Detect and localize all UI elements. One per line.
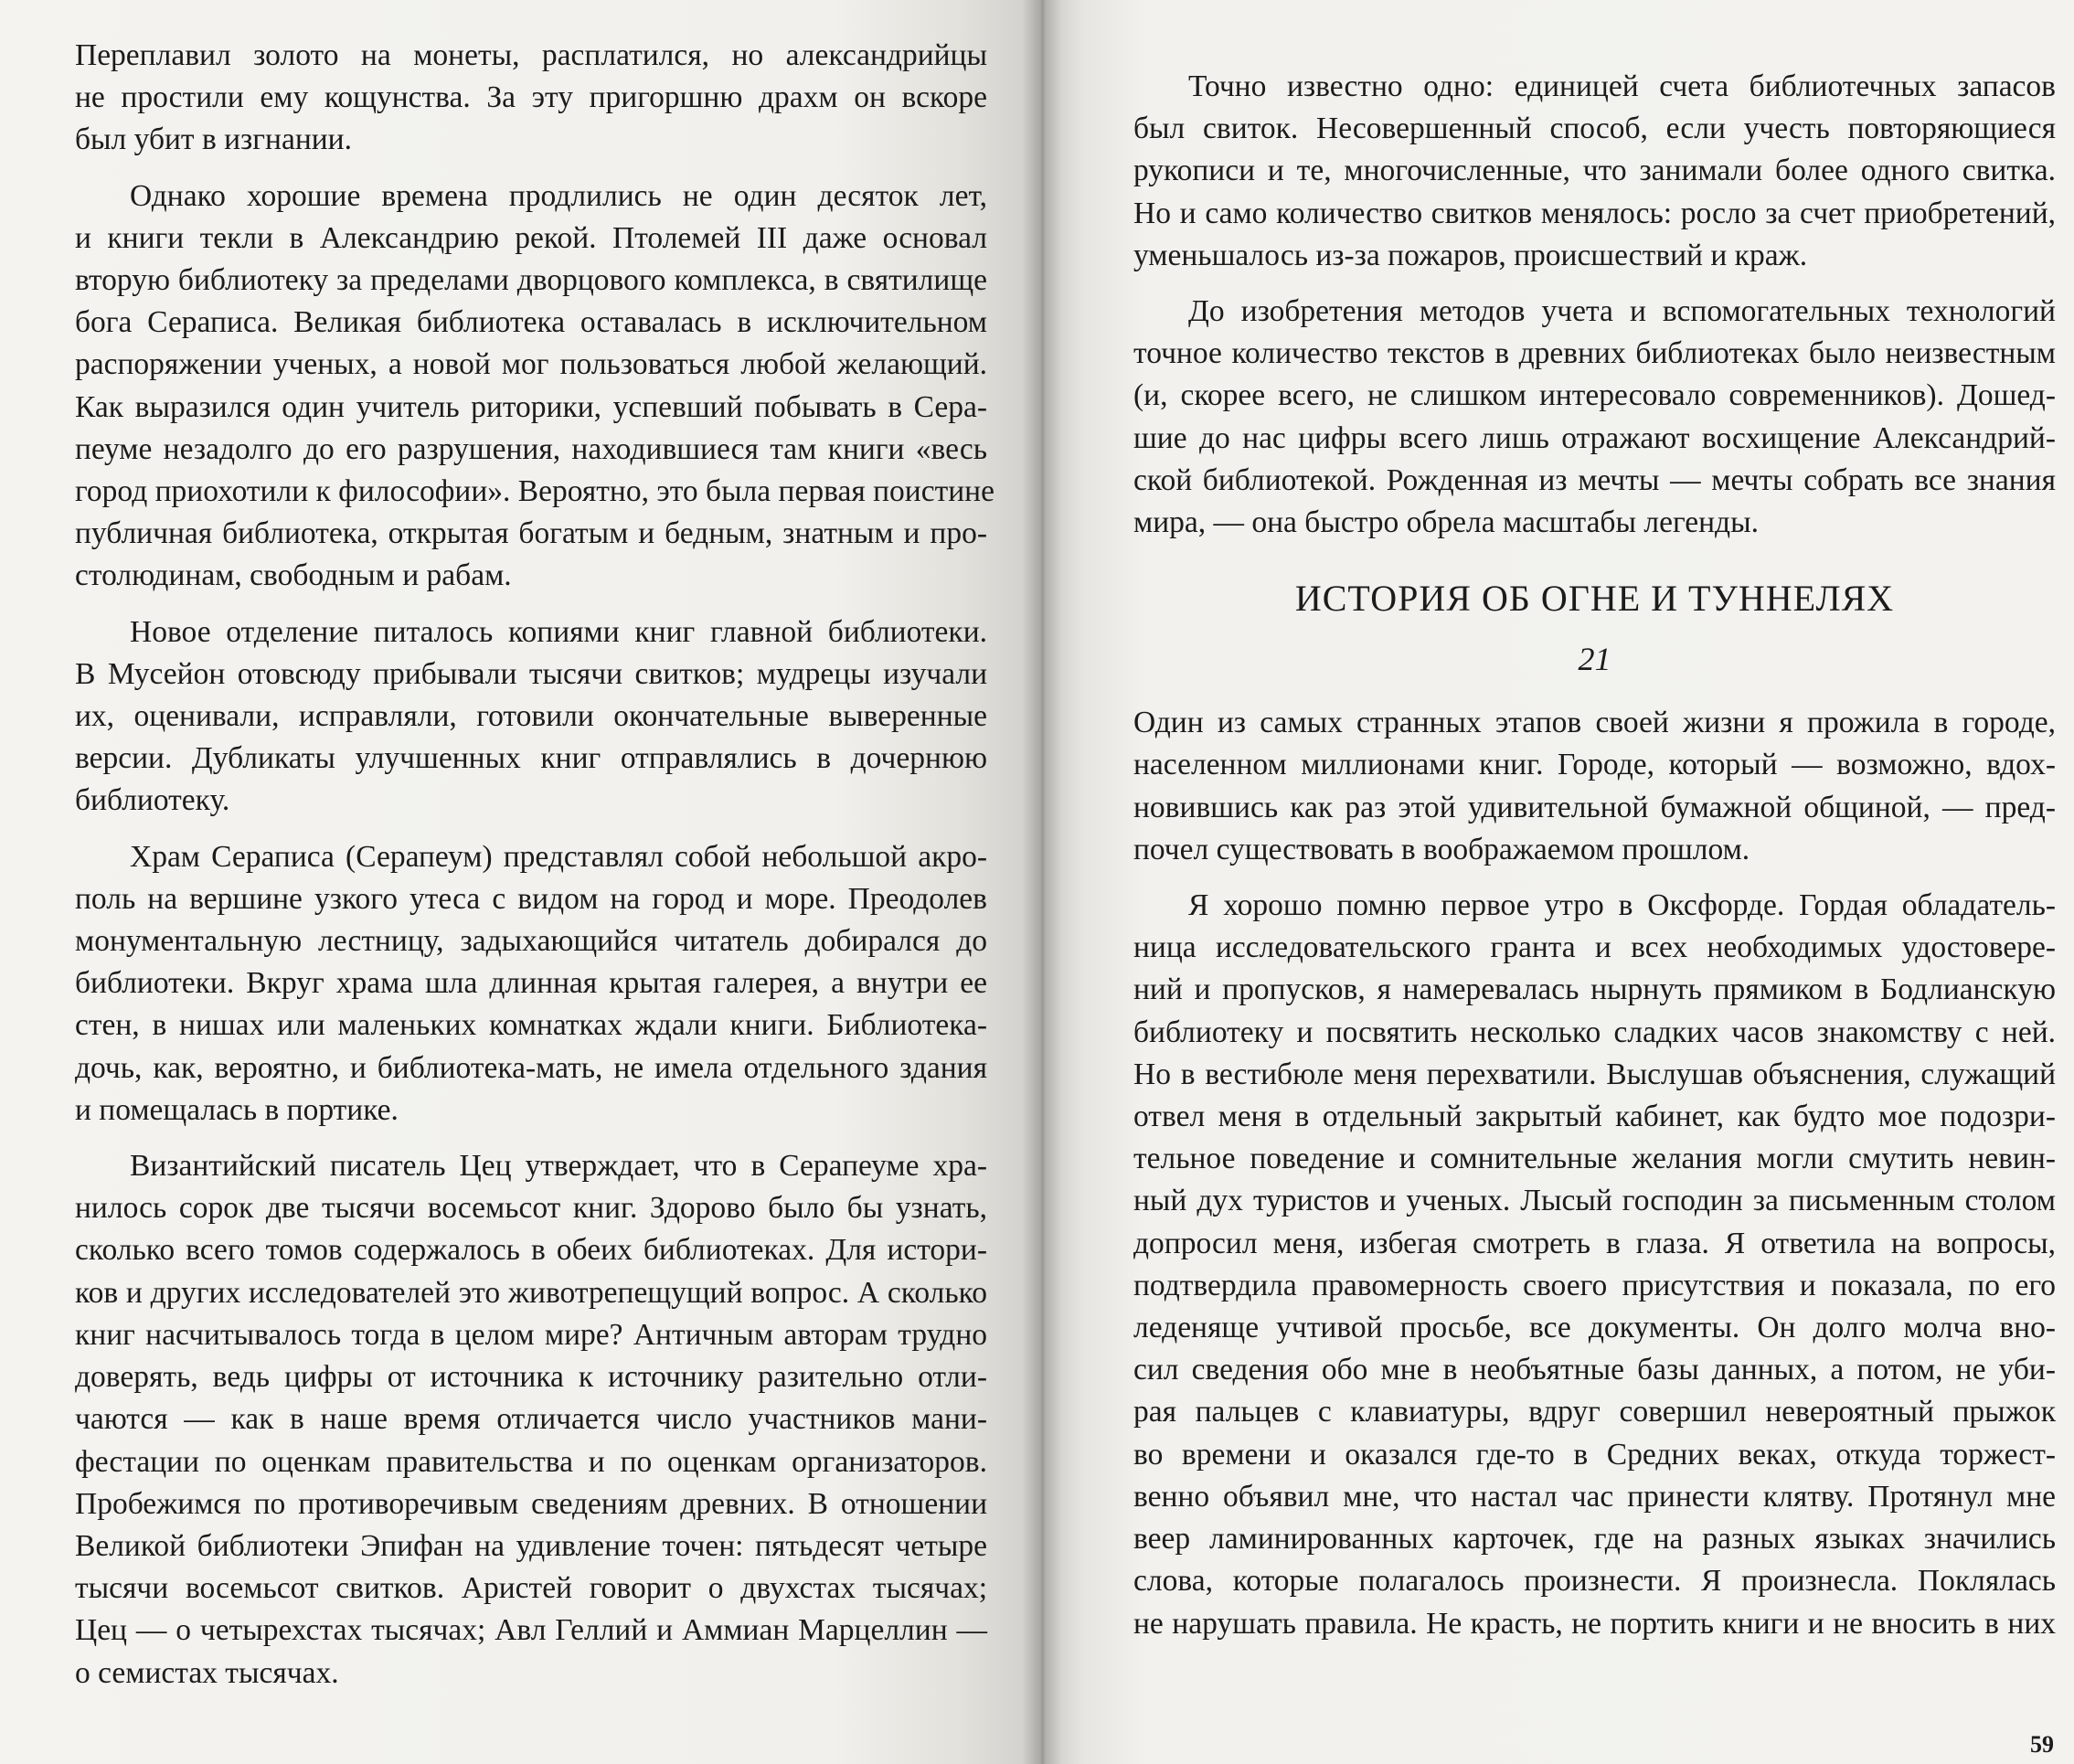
text-line: Переплавил золото на монеты, расплатился, но александрийцы <box>75 38 987 72</box>
text-line: рая пальцев с клавиатуры, вдруг совершил невероятный прыжок <box>1133 1395 2056 1429</box>
text-line: сколько всего томов содержалось в обеих библиотеках. Для истори- <box>75 1233 987 1268</box>
text-line: уменьшалось из-за пожаров, происшествий и краж. <box>1133 238 1808 272</box>
text-line: поль на вершине узкого утеса с видом на город и море. Преодолев <box>75 881 987 916</box>
text-line: В Мусейон отовсюду прибывали тысячи свитков; мудрецы изучали <box>75 656 987 691</box>
text-line: Но в вестибюле меня перехватили. Выслушав объяснения, служащий <box>1133 1057 2056 1091</box>
text-line: Я хорошо помню первое утро в Оксфорде. Гордая обладатель- <box>1188 888 2056 923</box>
text-line: Однако хорошие времена продлились не один десяток лет, <box>130 178 987 213</box>
text-line: Византийский писатель Цец утверждает, что в Серапеуме хра- <box>130 1149 987 1184</box>
text-line: Как выразился один учитель риторики, успевший побывать в Сера- <box>75 389 987 424</box>
text-line: книг насчитывалось тогда в целом мире? Античным авторам трудно <box>75 1317 987 1352</box>
text-line: мира, — она быстро обрела масштабы легенды. <box>1133 505 1759 540</box>
text-line: допросил меня, избегая смотреть в глаза. Я ответила на вопросы, <box>1133 1226 2056 1260</box>
text-line: слова, которые полагалось произнести. Я произнесла. Поклялась <box>1133 1564 2056 1599</box>
text-line: (и, скорее всего, не слишком интересовало современников). Дошед- <box>1133 378 2056 413</box>
text-line: ный дух туристов и ученых. Лысый господин за письменным столом <box>1133 1184 2056 1218</box>
text-line: шие до нас цифры всего лишь отражают восхищение Александрий- <box>1133 420 2056 455</box>
text-line: Один из самых странных этапов своей жизни я прожила в городе, <box>1133 706 2056 740</box>
text-line: версии. Дубликаты улучшенных книг отправлялись в дочернюю <box>75 741 987 776</box>
text-line: сил сведения обо мне в необъятные базы данных, а потом, не уби- <box>1133 1353 2056 1387</box>
text-line: бога Сераписа. Великая библиотека оставалась в исключительном <box>75 305 987 340</box>
text-line: библиотеку. <box>75 783 230 818</box>
text-line: чаются — как в наше время отличается число участников мани- <box>75 1402 987 1437</box>
text-line: рукописи и те, многочисленные, что занимали более одного свитка. <box>1133 154 2056 188</box>
text-line: нилось сорок две тысячи восемьсот книг. Здорово было бы узнать, <box>75 1191 987 1226</box>
text-line: Точно известно одно: единицей счета библиотечных запасов <box>1188 69 2056 103</box>
paragraph-gap <box>75 823 987 836</box>
text-line: веер ламинированных карточек, где на разных языках значились <box>1133 1522 2056 1557</box>
text-line: точное количество текстов в древних библиотеках было неизвестным <box>1133 336 2056 371</box>
paragraph-gap <box>75 162 987 175</box>
text-line: вторую библиотеку за пределами дворцового комплекса, в святилище <box>75 263 987 298</box>
text-line: отвел меня в отдельный закрытый кабинет, как будто мое подозри- <box>1133 1100 2056 1134</box>
text-line: леденяще учтивой просьбе, все документы. Он долго молча вно- <box>1133 1311 2056 1345</box>
paragraph-gap <box>1133 871 2056 885</box>
text-line: был свиток. Несовершенный способ, если учесть повторяющиеся <box>1133 112 2056 146</box>
text-line: во времени и оказался где-то в Средних веках, откуда торжест- <box>1133 1437 2056 1472</box>
right-page <box>1042 0 2074 1764</box>
right-page-top-text <box>1133 66 2056 544</box>
right-page-bottom-text <box>1133 702 2056 1644</box>
paragraph-gap <box>75 598 987 611</box>
text-line: ница исследовательского гранта и всех необходимых удостовере- <box>1133 930 2056 965</box>
text-line: пеуме незадолго до его разрушения, находившиеся там книги «весь <box>75 431 987 466</box>
left-page-text <box>75 35 994 1695</box>
text-line: ний и пропусков, я намеревалась нырнуть прямиком в Бодлианскую <box>1133 972 2056 1007</box>
text-line: Новое отделение питалось копиями книг главной библиотеки. <box>130 614 987 649</box>
text-line: и книги текли в Александрию рекой. Птолемей III даже основал <box>75 220 987 255</box>
chapter-number: 21 <box>1578 641 1611 678</box>
chapter-heading: ИСТОРИЯ ОБ ОГНЕ И ТУННЕЛЯХ <box>1294 578 1895 620</box>
text-line: ской библиотекой. Рожденная из мечты — мечты собрать все знания <box>1133 462 2056 497</box>
text-line: почел существовать в воображаемом прошлом. <box>1133 832 1750 866</box>
text-line: фестации по оценкам правительства и по оценкам организаторов. <box>75 1444 987 1479</box>
text-line: доверять, ведь цифры от источника к источнику разительно отли- <box>75 1360 987 1395</box>
text-line: ков и других исследователей это животрепещущий вопрос. А сколько <box>75 1275 987 1310</box>
text-line: Храм Сераписа (Серапеум) представлял собой небольшой акро- <box>130 839 987 874</box>
text-line: тысячи восемьсот свитков. Аристей говорит о двухстах тысячах; <box>75 1571 987 1606</box>
text-line: библиотеки. Вкруг храма шла длинная крытая галерея, а внутри ее <box>75 966 987 1001</box>
page-number: 59 <box>2030 1731 2054 1758</box>
text-line: Но и само количество свитков менялось: росло за счет приобретений, <box>1133 196 2056 230</box>
text-line: Пробежимся по противоречивым сведениям древних. В отношении <box>75 1486 987 1521</box>
text-line: не простили ему кощунства. За эту пригоршню драхм он вскоре <box>75 80 987 115</box>
text-line: не нарушать правила. Не красть, не портить книги и не вносить в них <box>1133 1606 2056 1641</box>
text-line: населенном миллионами книг. Городе, который — возможно, вдох- <box>1133 748 2056 782</box>
text-line: монументальную лестницу, задыхающийся читатель добирался до <box>75 924 987 959</box>
text-line: столюдинам, свободным и рабам. <box>75 558 512 593</box>
text-line: венно объявил мне, что настал час принести клятву. Протянул мне <box>1133 1479 2056 1514</box>
text-line: тельное поведение и сомнительные желания могли смутить невин- <box>1133 1142 2056 1176</box>
text-line: Великой библиотеки Эпифан на удивление точен: пятьдесят четыре <box>75 1528 987 1563</box>
text-line: публичная библиотека, открытая богатым и бедным, знатным и про- <box>75 516 987 551</box>
text-line: стен, в нишах или маленьких комнатках ждали книги. Библиотека- <box>75 1008 987 1043</box>
paragraph-gap <box>75 1132 987 1145</box>
text-line: распоряжении ученых, а новой мог пользоваться любой желающий. <box>75 347 987 382</box>
text-line: новившись как раз этой удивительной бумажной общиной, — пред- <box>1133 790 2056 824</box>
text-line: подтвердила правомерность своего присутствия и показала, по его <box>1133 1268 2056 1302</box>
text-line: До изобретения методов учета и вспомогательных технологий <box>1188 294 2056 329</box>
text-line: дочь, как, вероятно, и библиотека-мать, не имела отдельного здания <box>75 1050 987 1085</box>
text-line: библиотеку и посвятить несколько сладких часов знакомству с ней. <box>1133 1015 2056 1049</box>
text-line: о семистах тысячах. <box>75 1655 339 1690</box>
text-line: был убит в изгнании. <box>75 122 352 157</box>
text-line: Цец — о четырехстах тысячах; Авл Геллий и Аммиан Марцеллин — <box>75 1613 987 1648</box>
paragraph-gap <box>1133 277 2056 291</box>
text-line: их, оценивали, исправляли, готовили окончательные выверенные <box>75 699 987 734</box>
text-line: и помещалась в портике. <box>75 1092 399 1127</box>
text-line: город приохотили к философии». Вероятно, это была первая поистине <box>75 474 994 509</box>
